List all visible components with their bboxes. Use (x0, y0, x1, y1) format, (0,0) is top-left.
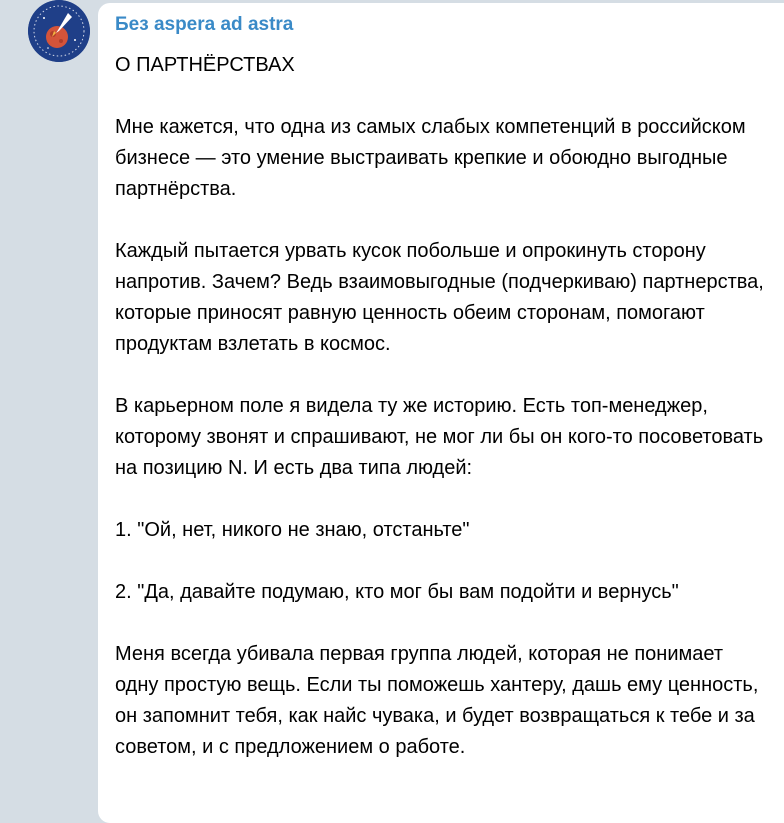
message-bubble (98, 3, 784, 823)
post-title: О ПАРТНЁРСТВАХ (115, 54, 295, 76)
list-item: 2. "Да, давайте подумаю, кто мог бы вам подойти и вернусь" (115, 581, 679, 603)
rocket-logo-icon (28, 0, 90, 62)
message-paragraph: В карьерном поле я видела ту же историю. Есть топ-менеджер, которому звонят и спрашивают, не мог ли бы он кого-то посоветовать на позицию N. И есть два типа людей: (115, 395, 764, 479)
list-item: 1. "Ой, нет, никого не знаю, отстаньте" (115, 519, 470, 541)
message-paragraph: Меня всегда убивала первая группа людей, которая не понимает одну простую вещь. Если ты поможешь хантеру, дашь ему ценность, он запомнит тебя, как найс чувака, и будет возвращаться к тебе и за советом, и с предложением о работе. (115, 643, 759, 758)
message-paragraph: Мне кажется, что одна из самых слабых компетенций в российском бизнесе — это умение выстраивать крепкие и обоюдно выгодные партнёрства. (115, 116, 746, 200)
channel-name[interactable]: Без aspera ad astra (115, 14, 294, 35)
message-text (115, 50, 765, 794)
message-paragraph: Каждый пытается урвать кусок побольше и опрокинуть сторону напротив. Зачем? Ведь взаимовыгодные (подчеркиваю) партнерства, которые приносят равную ценность обеим сторонам, помогают продуктам взлетать в космос. (115, 240, 764, 355)
channel-avatar[interactable] (28, 0, 90, 62)
